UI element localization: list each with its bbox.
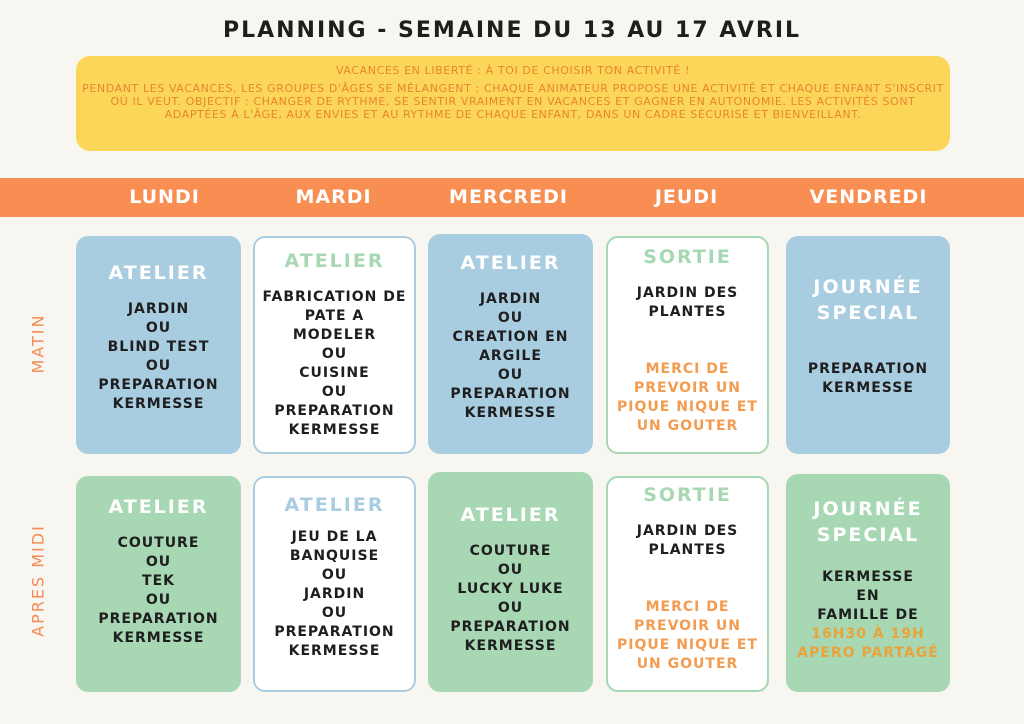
card-heading: ATELIER	[284, 494, 385, 516]
day-thursday: JEUDI	[654, 186, 719, 208]
note-line: UN GOUTER	[636, 418, 739, 434]
heading-line: JOURNÉE	[813, 498, 923, 520]
card-activities	[428, 542, 593, 656]
activity-line: LUCKY LUKE	[457, 581, 564, 597]
card-heading: ATELIER	[108, 496, 209, 518]
day-monday: LUNDI	[129, 186, 200, 208]
activity-line: KERMESSE	[288, 422, 381, 438]
activity-line: COUTURE	[469, 543, 552, 559]
activity-line: OU	[145, 592, 172, 608]
activity-line: OU	[497, 367, 524, 383]
activity-line: KERMESSE	[822, 569, 914, 585]
card-heading: ATELIER	[108, 262, 209, 284]
note-line: UN GOUTER	[636, 656, 739, 672]
note-line: PREVOIR UN	[633, 618, 742, 634]
activity-line: JARDIN	[127, 301, 190, 317]
note-line: PREVOIR UN	[633, 380, 742, 396]
activity-line: JARDIN DES	[636, 285, 739, 301]
day-friday: VENDREDI	[809, 186, 928, 208]
note-line: PIQUE NIQUE ET	[617, 637, 758, 653]
activity-line: MODELER	[292, 327, 377, 343]
activity-line: PLANTES	[648, 542, 727, 558]
card-activities	[428, 290, 593, 423]
card-activities	[608, 284, 767, 322]
row-label-afternoon: APRES MIDI	[28, 524, 48, 637]
activity-line: KERMESSE	[464, 638, 557, 654]
note-line: MERCI DE	[645, 599, 730, 615]
card-note	[608, 360, 767, 436]
card-heading: SORTIE	[643, 246, 732, 268]
card-heading: SORTIE	[643, 484, 732, 506]
card-heading: ATELIER	[284, 250, 385, 272]
activity-line: OU	[145, 554, 172, 570]
card-heading: ATELIER	[460, 252, 561, 274]
activity-line: BLIND TEST	[107, 339, 210, 355]
card-activities	[608, 522, 767, 560]
card-note	[608, 598, 767, 674]
activity-line: PREPARATION	[274, 624, 395, 640]
activity-line: JARDIN	[479, 291, 542, 307]
activity-line: OU	[497, 310, 524, 326]
activity-line: OU	[497, 600, 524, 616]
card-activities	[76, 300, 241, 414]
day-wednesday: MERCREDI	[449, 186, 568, 208]
activity-line: CREATION EN	[452, 329, 569, 345]
activity-line: PATE A	[304, 308, 365, 324]
card-activities	[255, 288, 414, 440]
activity-line: FABRICATION DE	[262, 289, 407, 305]
activity-line: OU	[497, 562, 524, 578]
card-activities	[786, 568, 950, 663]
activity-line: FAMILLE DE	[817, 607, 919, 623]
activity-line: PREPARATION	[807, 361, 929, 377]
activity-line: PREPARATION	[450, 386, 571, 402]
activity-line: KERMESSE	[822, 380, 914, 396]
intro-text: PENDANT LES VACANCES, LES GROUPES D'ÂGES SE MÉLANGENT : CHAQUE ANIMATEUR PROPOSE UNE ACTIVITÉ ET CHAQUE ENFANT S'INSCRIT OÙ IL VEUT. OBJECTIF : CHANGER DE RYTHME, SE SENTIR VRAIMENT EN VACANCES ET GAGNER EN AUTONOMIE. LES ACTIVITÉS SONT ADAPTÉES À L'ÂGE, AUX ENVIES ET AU RYTHME DE CHAQUE ENFANT, DANS UN CADRE SÉCURISÉ ET BIENVEILLANT.	[82, 82, 944, 121]
card-friday-morning	[786, 236, 950, 454]
card-monday-morning	[76, 236, 241, 454]
card-wednesday-afternoon	[428, 472, 593, 692]
activity-line: OU	[145, 358, 172, 374]
intro-banner	[76, 56, 950, 151]
card-thursday-morning	[606, 236, 769, 454]
activity-line: OU	[321, 605, 348, 621]
card-monday-afternoon	[76, 476, 241, 692]
card-tuesday-afternoon	[253, 476, 416, 692]
card-tuesday-morning	[253, 236, 416, 454]
activity-line: JARDIN	[303, 586, 366, 602]
activity-line: OU	[321, 346, 348, 362]
activity-line: OU	[321, 384, 348, 400]
activity-line: BANQUISE	[289, 548, 380, 564]
activity-line: PREPARATION	[274, 403, 395, 419]
activity-line: PREPARATION	[98, 611, 219, 627]
intro-headline: VACANCES EN LIBERTÉ : À TOI DE CHOISIR TON ACTIVITÉ !	[336, 64, 690, 77]
row-label-morning: MATIN	[28, 313, 48, 374]
card-activities	[255, 528, 414, 661]
page-title: PLANNING - SEMAINE DU 13 AU 17 AVRIL	[222, 18, 802, 43]
card-activities	[786, 360, 950, 398]
card-wednesday-morning	[428, 234, 593, 454]
activity-line: COUTURE	[117, 535, 200, 551]
activity-line: OU	[145, 320, 172, 336]
activity-line: PREPARATION	[98, 377, 219, 393]
activity-line: JARDIN DES	[636, 523, 739, 539]
heading-line: SPECIAL	[816, 524, 920, 546]
activity-line: EN	[856, 588, 880, 604]
activity-line: CUISINE	[299, 365, 370, 381]
highlight-line: APERO PARTAGÉ	[797, 645, 939, 661]
activity-line: KERMESSE	[464, 405, 557, 421]
activity-line: KERMESSE	[288, 643, 381, 659]
day-tuesday: MARDI	[295, 186, 372, 208]
activity-line: JEU DE LA	[291, 529, 378, 545]
note-line: MERCI DE	[645, 361, 730, 377]
card-heading	[786, 496, 950, 548]
card-heading	[786, 274, 950, 326]
activity-line: ARGILE	[479, 348, 542, 364]
activity-line: TEK	[142, 573, 175, 589]
heading-line: JOURNÉE	[813, 276, 923, 298]
card-thursday-afternoon	[606, 476, 769, 692]
highlight-line: 16H30 À 19H	[811, 626, 925, 642]
note-line: PIQUE NIQUE ET	[617, 399, 758, 415]
card-activities	[76, 534, 241, 648]
card-friday-afternoon	[786, 474, 950, 692]
activity-line: KERMESSE	[112, 396, 205, 412]
card-heading: ATELIER	[460, 504, 561, 526]
activity-line: PLANTES	[648, 304, 727, 320]
activity-line: OU	[321, 567, 348, 583]
activity-line: KERMESSE	[112, 630, 205, 646]
activity-line: PREPARATION	[450, 619, 571, 635]
heading-line: SPECIAL	[816, 302, 920, 324]
